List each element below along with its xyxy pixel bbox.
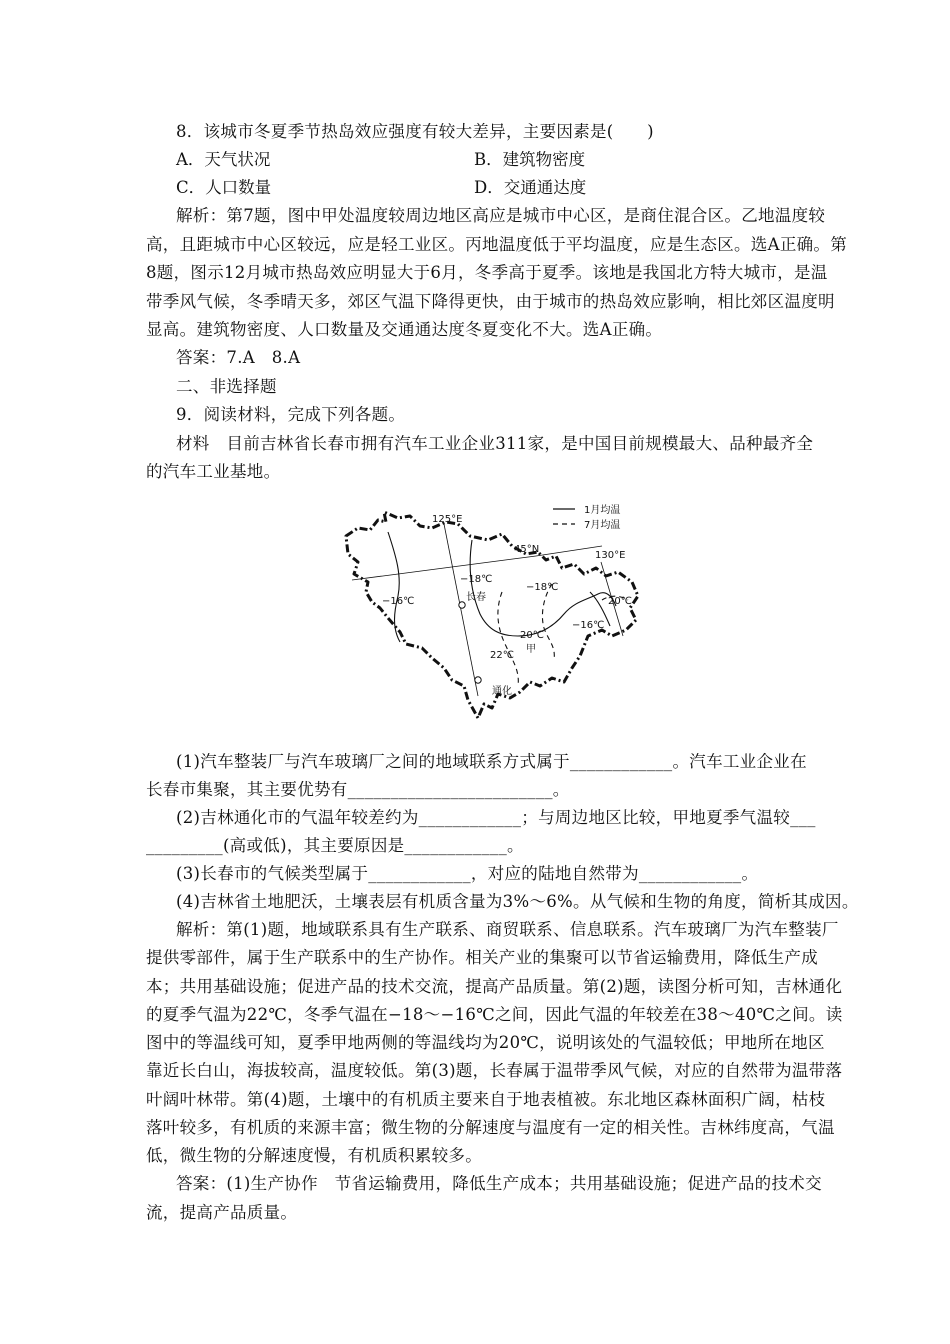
- legend-jan-label: 1月均温: [584, 505, 621, 516]
- analysis-line: 靠近长白山，海拔较高，温度较低。第(3)题，长春属于温带季风气候，对应的自然带为温带落: [146, 1061, 843, 1080]
- tonghua-marker: [475, 677, 481, 683]
- analysis-line: 解析：第(1)题，地域联系具有生产联系、商贸联系、信息联系。汽车玻璃厂为汽车整装厂: [176, 920, 839, 939]
- analysis-line: 提供零部件，属于生产联系中的生产协作。相关产业的集聚可以节省运输费用，降低生产成: [146, 948, 818, 967]
- temp-label-22: 22℃: [490, 650, 514, 661]
- subquestion-line: (3)长春市的气候类型属于____________，对应的陆地自然带为____________。: [176, 864, 759, 883]
- city-label-tonghua: 通化: [492, 686, 512, 697]
- temp-label-m18-right: −18℃: [526, 582, 559, 593]
- subquestion-line: 长春市集聚，其主要优势有________________________。: [146, 780, 570, 799]
- section-heading: 二、非选择题: [176, 377, 277, 396]
- parallel-45: [352, 556, 536, 580]
- temp-label-20-right: 20℃: [608, 596, 632, 607]
- analysis-line: 图中的等温线可知，夏季甲地两侧的等温线均为20℃，说明该处的气温较低；甲地所在地区: [146, 1033, 825, 1052]
- lat-45-label: 45°N: [514, 544, 540, 555]
- jilin-isotherm-map: [340, 496, 650, 728]
- answer-line: 流，提高产品质量。: [146, 1203, 298, 1222]
- question-9-intro: 9．阅读材料，完成下列各题。: [176, 405, 406, 424]
- answer-line: 答案：(1)生产协作 节省运输费用，降低生产成本；共用基础设施；促进产品的技术交: [176, 1174, 822, 1193]
- subquestion-line: (1)汽车整装厂与汽车玻璃厂之间的地域联系方式属于____________。汽车工业企业在: [176, 752, 807, 771]
- analysis-line: 低，微生物的分解速度慢，有机质积累较多。: [146, 1146, 482, 1165]
- analysis-line: 叶阔叶林带。第(4)题，土壤中的有机质主要来自于地表植被。东北地区森林面积广阔，枯枝: [146, 1090, 826, 1109]
- material-line: 的汽车工业基地。: [146, 462, 281, 481]
- analysis-line: 高，且距城市中心区较远，应是轻工业区。丙地温度低于平均温度，应是生态区。选A正确。第: [146, 235, 848, 254]
- question-8-stem: 8．该城市冬夏季节热岛效应强度有较大差异，主要因素是( ): [176, 122, 654, 141]
- temp-label-m16-right: −16℃: [572, 620, 605, 631]
- analysis-line: 带季风气候，冬季晴天多，郊区气温下降得更快，由于城市的热岛效应影响，相比郊区温度明: [146, 292, 835, 311]
- legend-jul-label: 7月均温: [584, 520, 621, 531]
- option-a: A．天气状况: [176, 150, 271, 169]
- isotherm-jul-20-east: [542, 584, 554, 660]
- lon-130-label: 130°E: [595, 550, 626, 561]
- analysis-line: 的夏季气温为22℃，冬季气温在−18～−16℃之间，因此气温的年较差在38～40℃之间。读: [146, 1005, 843, 1024]
- lon-125-label: 125°E: [432, 514, 463, 525]
- isotherm-jul-20-west: [498, 592, 518, 686]
- answer-line: 答案：7.A 8.A: [176, 348, 301, 367]
- city-label-changchun: 长春: [466, 592, 486, 603]
- temp-label-m18-mid: −18℃: [460, 574, 493, 585]
- parallel-45-east: [536, 546, 602, 556]
- meridian-125: [444, 524, 478, 696]
- temp-label-m16-left: −16℃: [382, 596, 415, 607]
- isotherm-jan-m16-left: [388, 532, 400, 642]
- analysis-line: 本；共用基础设施；促进产品的技术交流，提高产品质量。第(2)题，读图分析可知，吉林通化: [146, 977, 843, 996]
- option-c: C．人口数量: [176, 178, 272, 197]
- material-line: 材料 目前吉林省长春市拥有汽车工业企业311家，是中国目前规模最大、品种最齐全: [176, 434, 814, 453]
- option-d: D．交通通达度: [474, 178, 587, 197]
- subquestion-line: _________(高或低)，其主要原因是____________。: [146, 836, 524, 855]
- place-label-jia: 甲: [526, 644, 536, 655]
- analysis-line: 显高。建筑物密度、人口数量及交通通达度冬夏变化不大。选A正确。: [146, 320, 663, 339]
- temp-label-20-jia: 20℃: [520, 630, 544, 641]
- option-b: B．建筑物密度: [474, 150, 586, 169]
- analysis-line: 8题，图示12月城市热岛效应明显大于6月，冬季高于夏季。该地是我国北方特大城市，是温: [146, 263, 828, 282]
- analysis-line: 落叶较多，有机质的来源丰富；微生物的分解速度与温度有一定的相关性。吉林纬度高，气温: [146, 1118, 835, 1137]
- subquestion-line: (4)吉林省土地肥沃，土壤表层有机质含量为3%～6%。从气候和生物的角度，简析其成因。: [176, 892, 859, 911]
- changchun-marker: [459, 602, 465, 608]
- analysis-line: 解析：第7题，图中甲处温度较周边地区高应是城市中心区，是商住混合区。乙地温度较: [176, 206, 826, 225]
- subquestion-line: (2)吉林通化市的气温年较差约为____________；与周边地区比较，甲地夏季气温较___: [176, 808, 816, 827]
